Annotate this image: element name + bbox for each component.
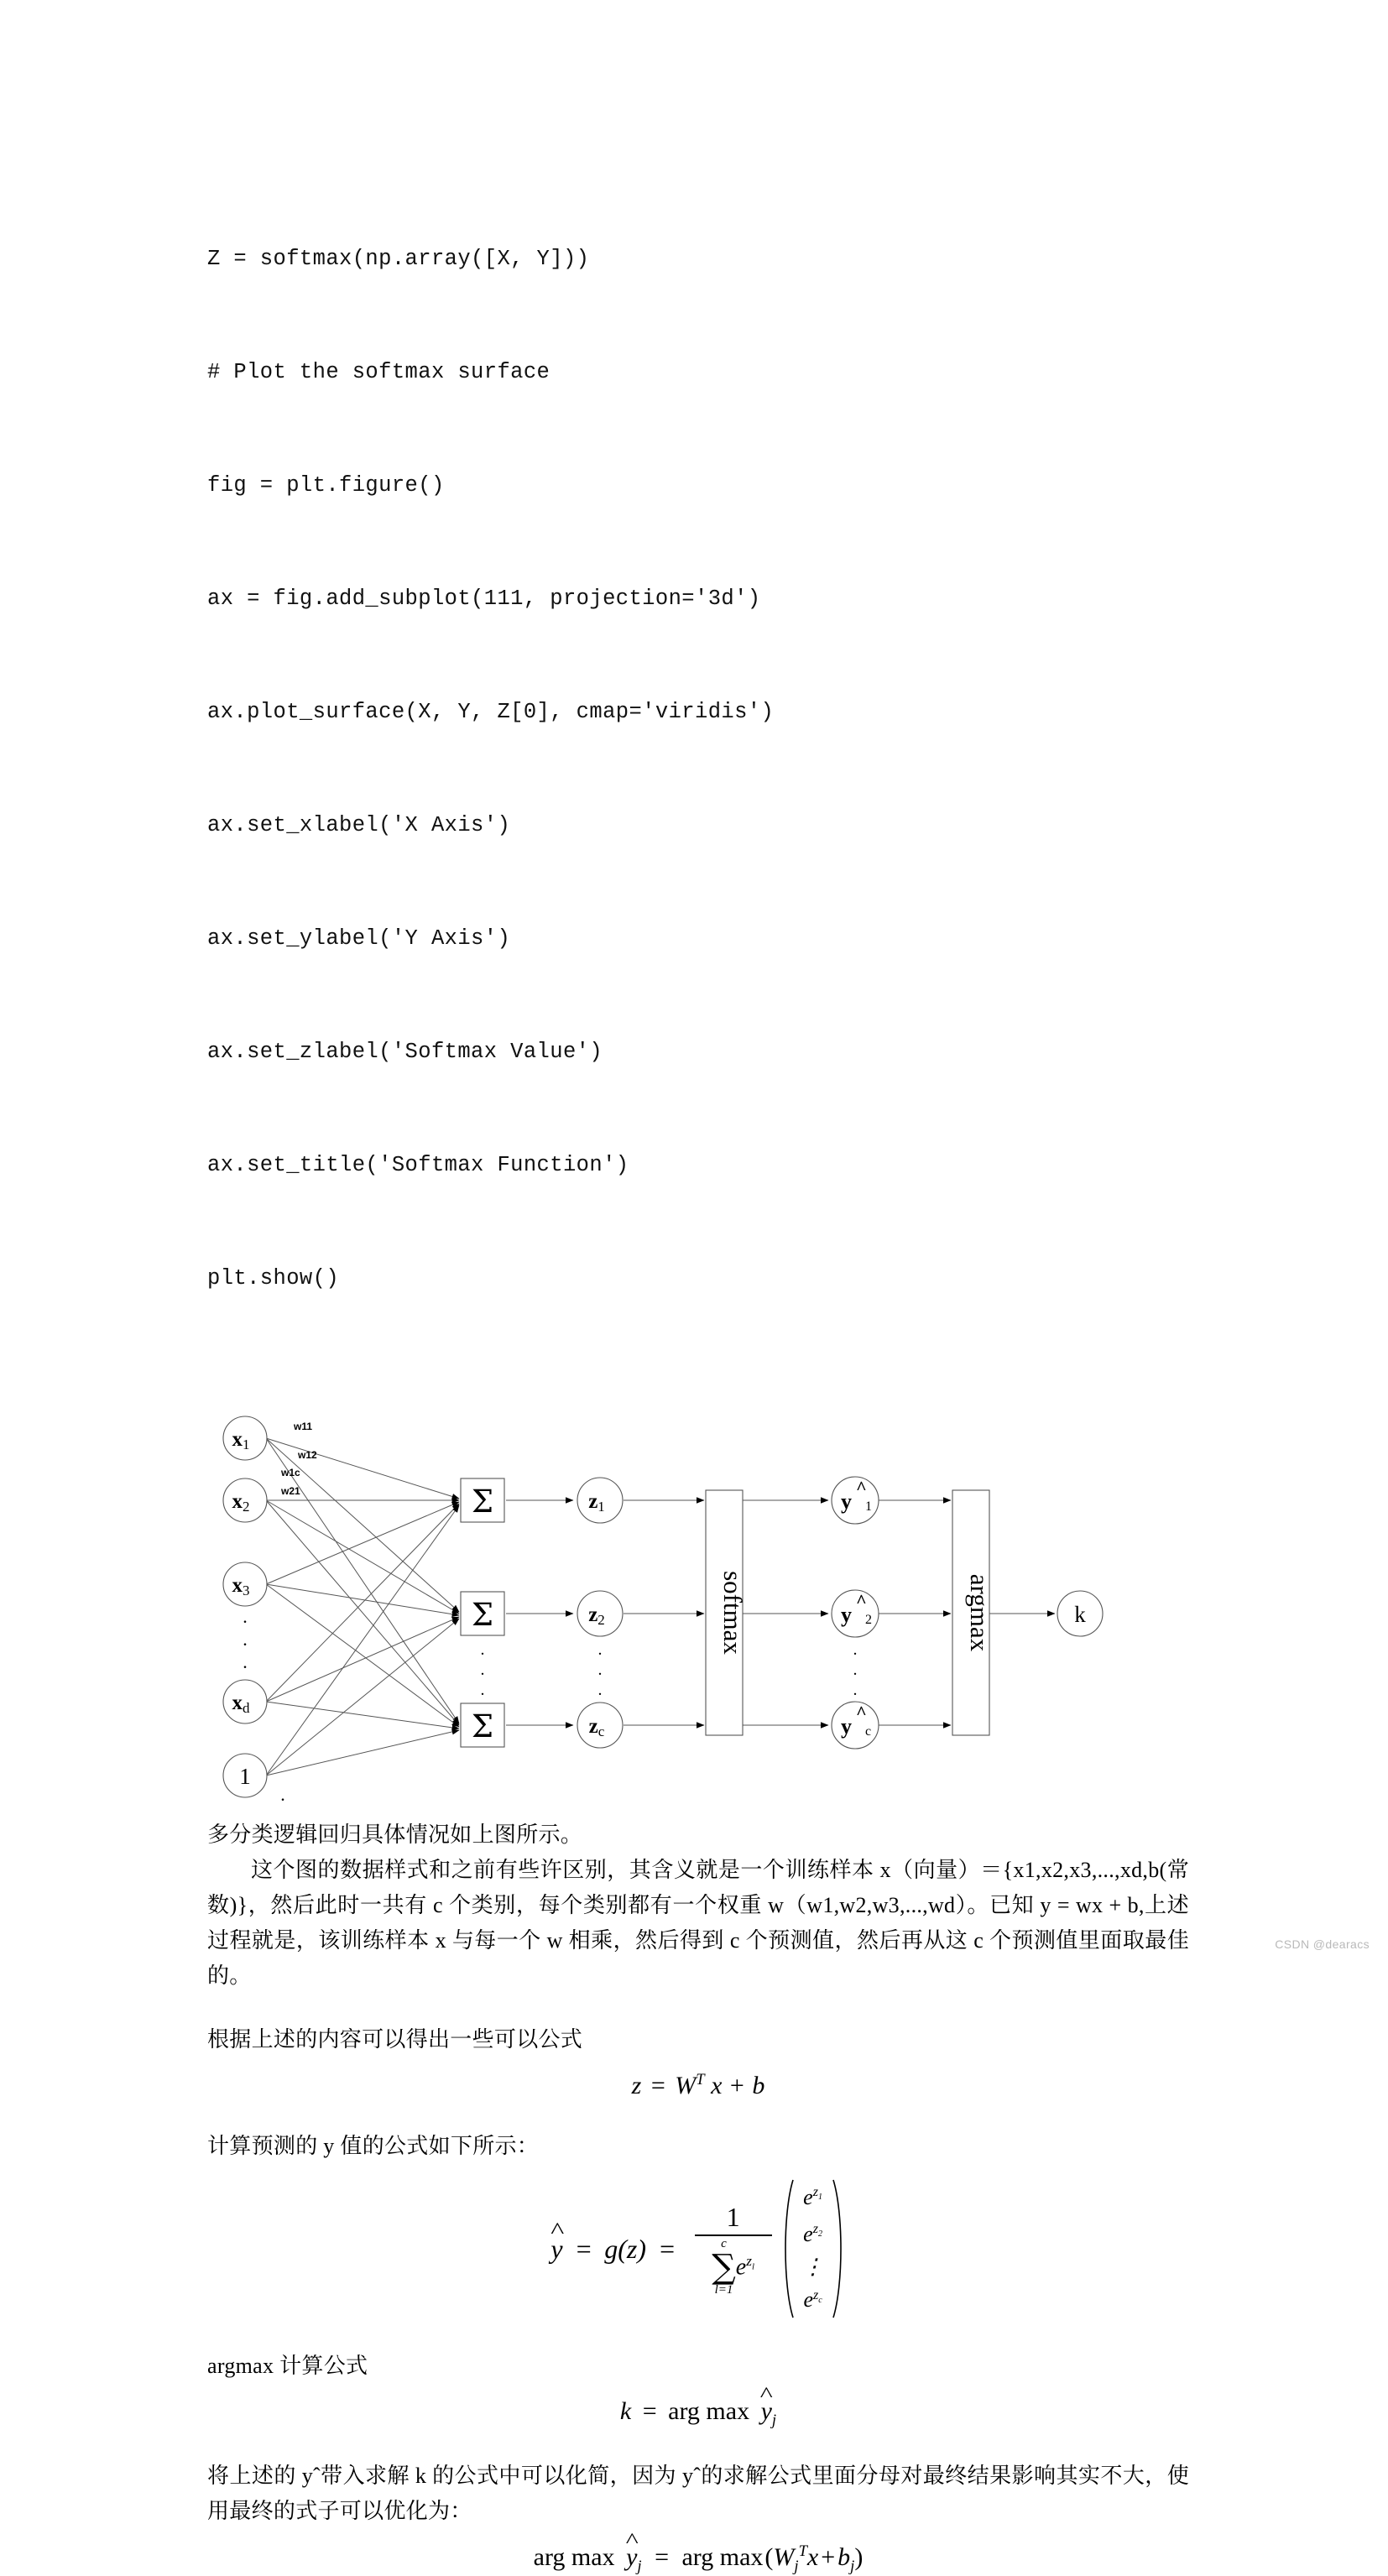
network-diagram-figure [207,1406,1189,1817]
svg-text:Σ: Σ [471,1597,494,1633]
svg-text:y: y [841,1603,852,1627]
formula-argmax-equation [207,2397,1189,2430]
matrix-row-2-exp-sub: 2 [817,2229,822,2240]
yhat-node-yc [832,1702,879,1749]
formula-sum-upper-limit: c [721,2236,727,2250]
formula-z-W: W [675,2072,697,2099]
paragraph-explanation: 这个图的数据样式和之前有些许区别，其含义就是一个训练样本 x（向量）＝{x1,x2,x3,...,xd,b(常数)}，然后此时一共有 c 个类别，每个类别都有一个权重 w（w1,w2,w3,...,wd）。已知 y = wx + b,上述过程就是，该训练样本 x 与每一个 w 相乘，然后得到 c 个预测值，然后再从这 c 个预测值里面取最佳的。 [207,1858,1189,1988]
document-content [207,164,1189,2576]
formula-expanded-x: x [806,2543,819,2571]
svg-text:.: . [480,1681,485,1699]
formula-k-argmax: arg max [668,2397,750,2425]
code-line-8: ax.set_zlabel('Softmax Value') [207,1040,603,1064]
svg-text:zc: zc [588,1715,605,1739]
paragraph-simplify: 将上述的 yˆ带入求解 k 的公式中可以化简，因为 yˆ的求解公式里面分母对最终结果影响其实不大，使用最终的式子可以优化为： [207,2464,1189,2523]
code-line-5: ax.plot_surface(X, Y, Z[0], cmap='viridis') [207,700,775,724]
svg-text:y: y [841,1489,852,1514]
formula-argmax-expanded [207,2542,1189,2576]
formula-softmax-equals-2: = [657,2233,676,2264]
formula-softmax-g: g [604,2233,618,2264]
formula-softmax-rparen: ) [637,2233,646,2264]
svg-text:x1: x1 [232,1428,250,1452]
svg-text:.: . [243,1629,248,1650]
formula-k-yhat-sub: j [771,2412,777,2429]
formula-softmax-fraction [695,2202,772,2297]
svg-text:x2: x2 [232,1490,250,1515]
paragraph-yhat-intro: 计算预测的 y 值的公式如下所示： [207,2134,540,2158]
svg-text:1: 1 [865,1499,872,1514]
svg-text:.: . [853,1640,858,1659]
formula-softmax-lparen: ( [618,2233,627,2264]
code-line-3: fig = plt.figure() [207,473,445,498]
svg-text:k: k [1074,1602,1086,1627]
formula-softmax-z: z [626,2233,638,2264]
matrix-row-4-exp-sub: c [818,2295,822,2305]
paragraph-argmax-intro: argmax 计算公式 [207,2354,368,2378]
matrix-right-paren [831,2177,846,2320]
formula-sum-symbol: ∑ [712,2247,736,2287]
matrix-row-2-base: e [803,2221,813,2246]
weight-label-w11: w11 [294,1421,313,1432]
softmax-box-label: softmax [718,1571,748,1655]
svg-text:x3: x3 [232,1574,250,1598]
svg-text:.: . [280,1784,285,1805]
matrix-row-4-base: e [803,2287,813,2313]
formula-expanded-W: W [773,2543,795,2571]
code-line-2: # Plot the softmax surface [207,360,551,384]
formula-z-plus: + [729,2072,744,2099]
matrix-row-2-exp: z [812,2221,818,2236]
formula-softmax-matrix [780,2177,846,2320]
formula-expanded-yhat: ^ y [626,2543,637,2572]
formula-softmax-denominator [712,2236,754,2297]
weight-label-w12: w12 [298,1449,317,1461]
formula-expanded-b-sub: j [850,2558,855,2575]
code-line-1: Z = softmax(np.array([X, Y])) [207,247,590,271]
weight-label-w21: w21 [281,1485,300,1497]
formula-expanded-argmax-1: arg max [533,2543,615,2571]
matrix-row-3-vdots: ⋮ [801,2254,824,2279]
formula-z-T: T [696,2071,705,2088]
formula-expanded-equals: = [655,2543,669,2571]
formula-z-equals: = [650,2072,665,2099]
matrix-row-1-base: e [803,2184,813,2209]
svg-text:^: ^ [856,1590,867,1611]
formula-z-x: x [711,2072,723,2099]
svg-text:y: y [841,1714,852,1739]
watermark-csdn: CSDN @dearacs [1275,1937,1370,1951]
svg-text:^: ^ [856,1477,867,1498]
formula-expanded-b: b [837,2543,851,2571]
formula-expanded-W-sup: T [798,2542,807,2560]
svg-text:c: c [865,1724,872,1739]
matrix-row-1-exp: z [812,2184,818,2199]
formula-k-equals: = [642,2397,657,2425]
formula-expanded-W-sub: j [794,2558,799,2575]
paragraph-formula-intro: 根据上述的内容可以得出一些可以公式 [207,2027,583,2052]
formula-denominator-exp-sub: l [751,2261,754,2272]
formula-sum-lower-limit: l=1 [714,2282,733,2297]
formula-z-equation [207,2071,1189,2100]
svg-text:.: . [243,1606,248,1627]
argmax-box-label: argmax [965,1573,994,1652]
formula-expanded-lparen: ( [764,2543,774,2571]
code-line-6: ax.set_xlabel('X Axis') [207,813,511,837]
matrix-left-paren [780,2177,796,2320]
python-code-block [207,164,1189,1373]
formula-z-lhs: z [631,2072,642,2099]
formula-expanded-rparen: ) [854,2543,864,2571]
svg-text:xd: xd [232,1692,250,1716]
svg-text:.: . [597,1681,603,1699]
svg-text:.: . [480,1640,485,1659]
formula-z-b: b [752,2072,765,2099]
formula-expanded-plus: + [821,2543,836,2571]
formula-softmax-numerator: 1 [726,2201,740,2232]
svg-text:.: . [243,1651,248,1672]
svg-text:z1: z1 [588,1490,605,1515]
code-line-10: plt.show() [207,1266,340,1291]
formula-k-yhat: ^ y [761,2397,772,2426]
svg-text:^: ^ [856,1702,867,1723]
formula-softmax-equals-1: = [574,2233,593,2264]
svg-text:.: . [853,1661,858,1679]
formula-expanded-argmax-2: arg max [681,2543,764,2571]
svg-text:z2: z2 [588,1603,605,1628]
weight-label-w1c: w1c [281,1467,300,1478]
formula-expanded-yhat-sub: j [637,2558,642,2575]
figure-caption: 多分类逻辑回归具体情况如上图所示。 [207,1822,583,1847]
formula-softmax-equation [207,2177,1189,2320]
formula-denominator-e: e [735,2254,747,2281]
svg-text:Σ: Σ [471,1708,494,1744]
code-line-4: ax = fig.add_subplot(111, projection='3d') [207,587,761,611]
svg-text:Σ: Σ [471,1484,494,1520]
matrix-row-4-exp: z [812,2287,819,2302]
matrix-row-1-exp-sub: 1 [817,2193,822,2203]
formula-k-lhs: k [619,2397,632,2425]
code-line-7: ax.set_ylabel('Y Axis') [207,926,511,951]
formula-softmax-yhat: ^ y [551,2234,562,2265]
svg-text:.: . [597,1640,603,1659]
svg-text:.: . [597,1661,603,1679]
svg-text:2: 2 [865,1613,872,1627]
code-line-9: ax.set_title('Softmax Function') [207,1153,629,1177]
formula-denominator-exp: z [746,2252,752,2269]
svg-text:.: . [853,1681,858,1699]
svg-text:1: 1 [239,1764,251,1789]
svg-text:.: . [480,1661,485,1679]
